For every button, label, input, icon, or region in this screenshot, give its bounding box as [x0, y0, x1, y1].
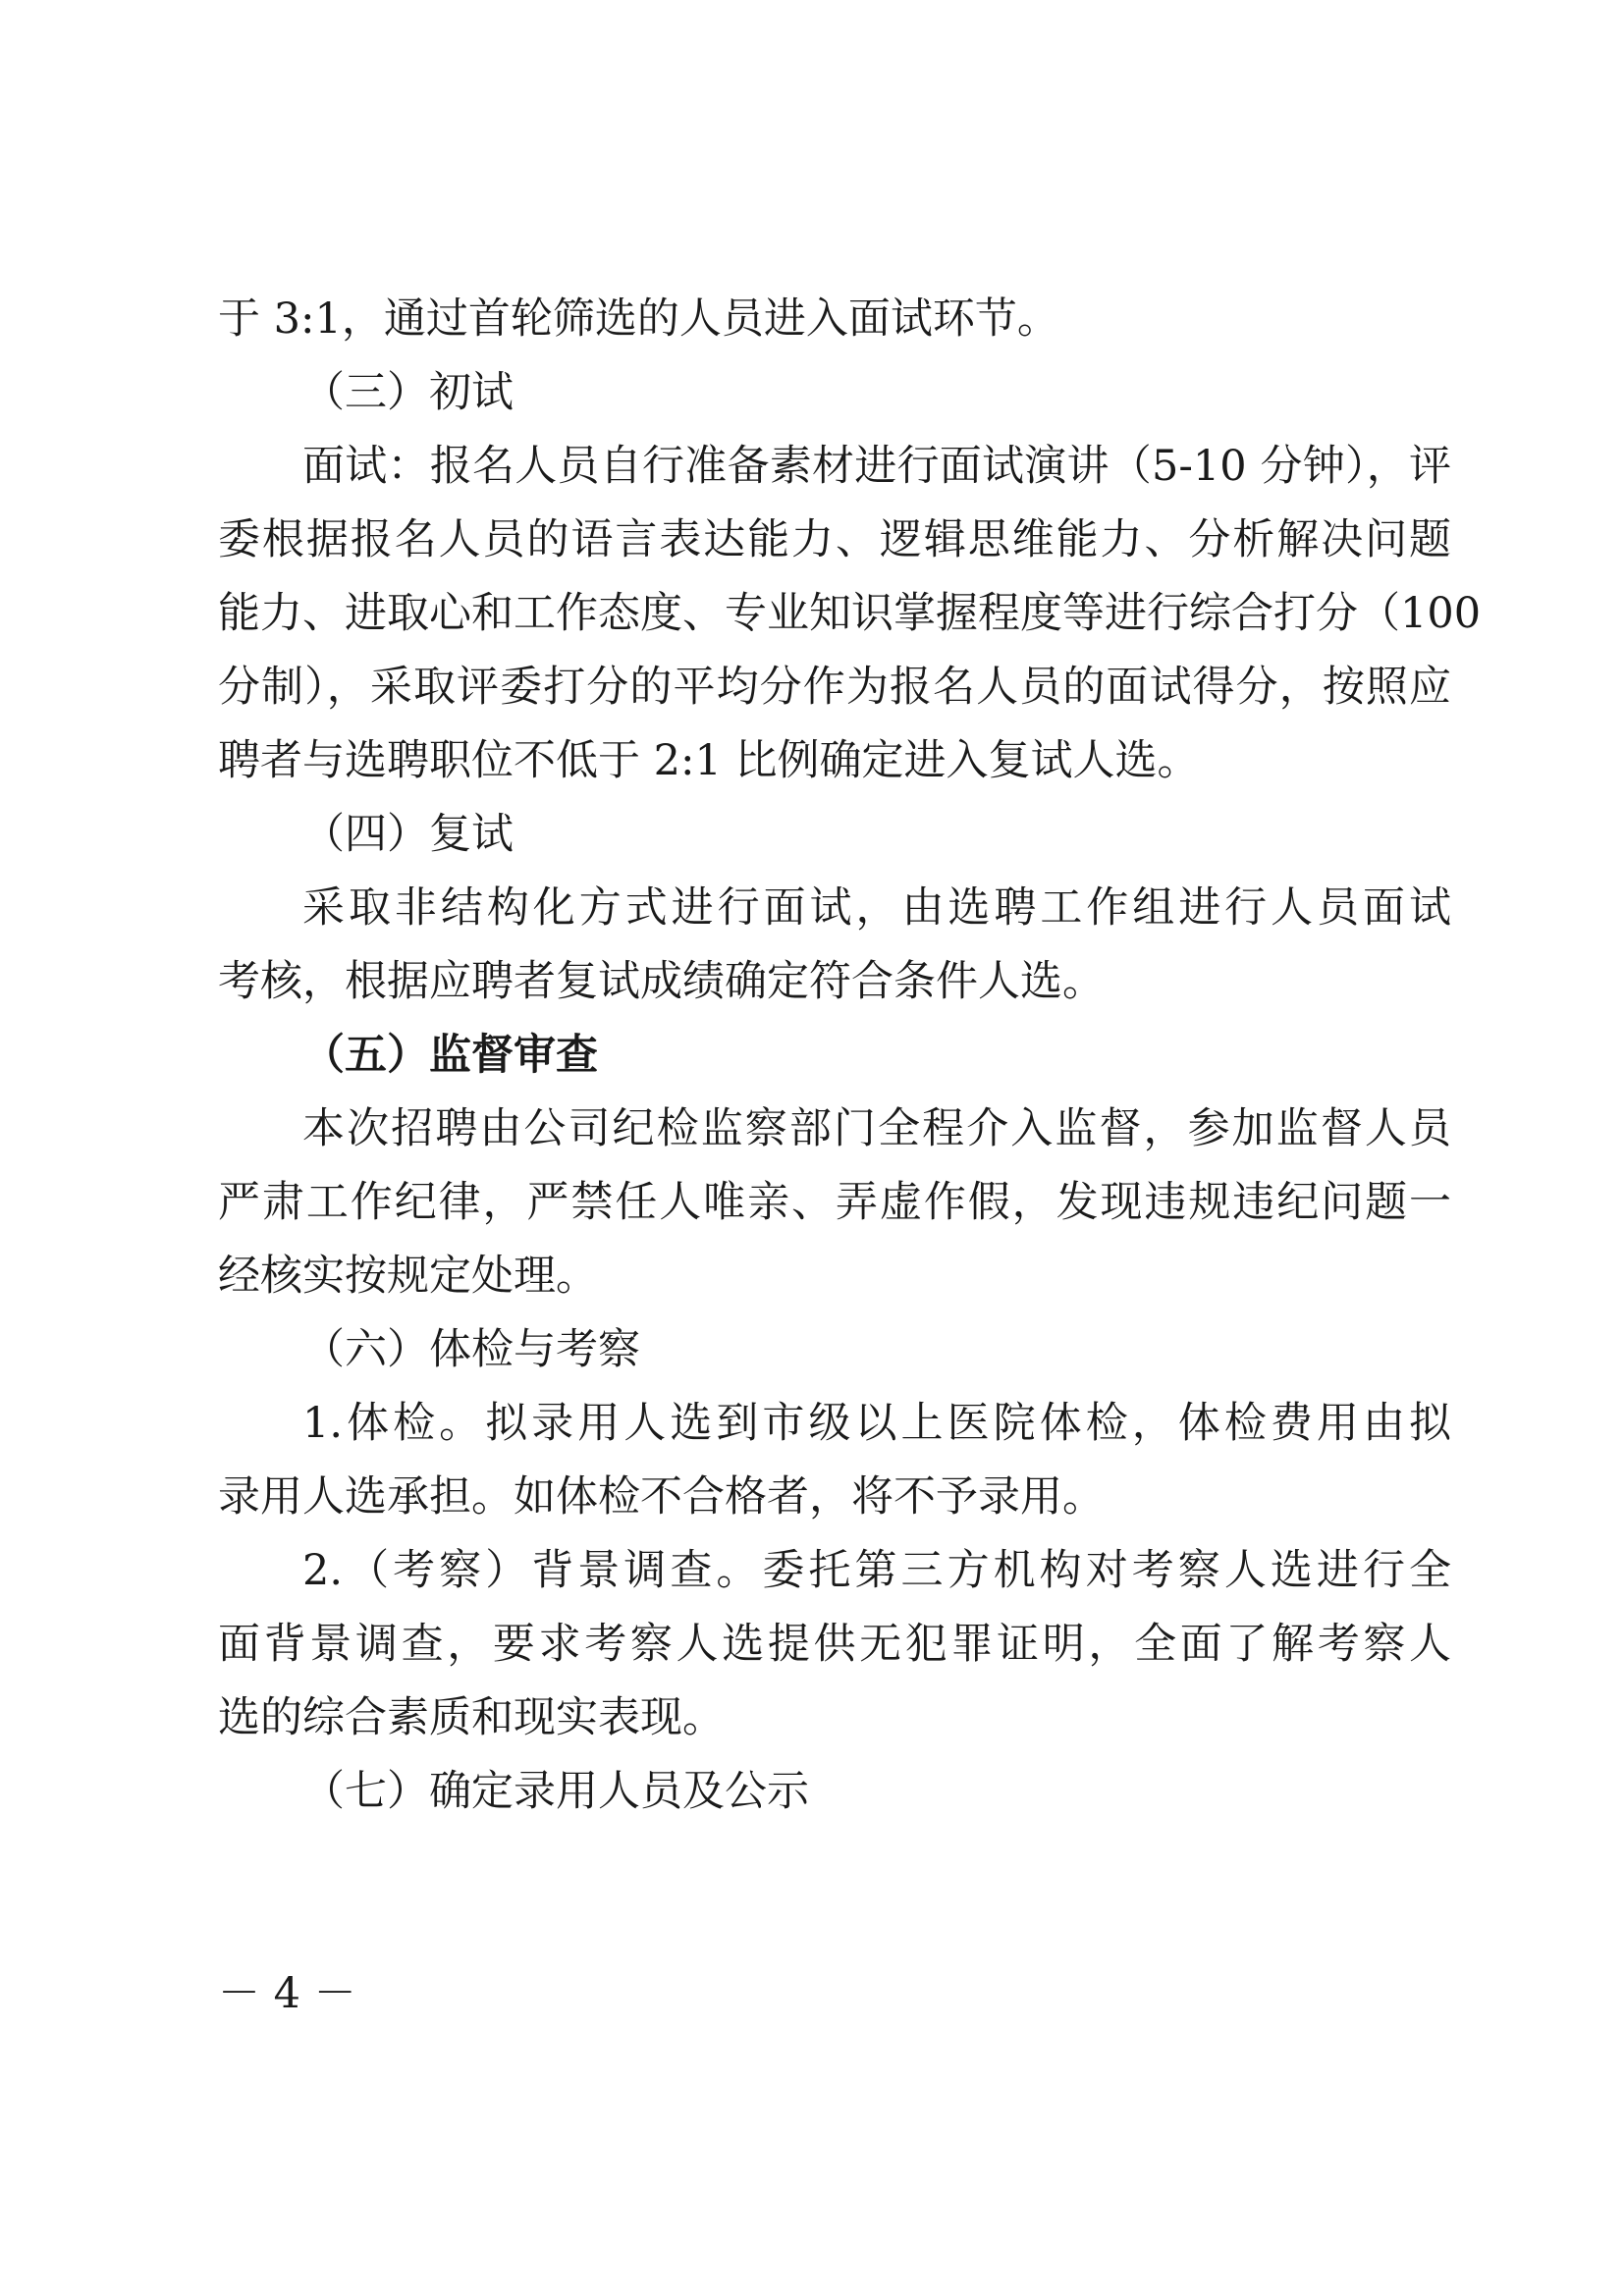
section-heading-7: （七）确定录用人员及公示 — [302, 1767, 809, 1816]
section-heading-5: （五）监督审查 — [302, 1031, 598, 1080]
paragraph-line: 录用人选承担。如体检不合格者，将不予录用。 — [218, 1472, 1105, 1522]
paragraph-line: 1.体检。拟录用人选到市级以上医院体检，体检费用由拟 — [302, 1399, 1451, 1448]
page-number: － 4 － — [218, 1969, 356, 2018]
paragraph-line: 2.（考察）背景调查。委托第三方机构对考察人选进行全 — [302, 1546, 1451, 1595]
paragraph-line: 采取非结构化方式进行面试，由选聘工作组进行人员面试 — [302, 883, 1451, 933]
paragraph-line: 面背景调查，要求考察人选提供无犯罪证明，全面了解考察人 — [218, 1620, 1451, 1669]
paragraph-line: 聘者与选聘职位不低于 2:1 比例确定进入复试人选。 — [218, 736, 1200, 785]
section-heading-3: （三）初试 — [302, 368, 514, 417]
paragraph-line: 选的综合素质和现实表现。 — [218, 1693, 725, 1742]
section-heading-4: （四）复试 — [302, 810, 514, 859]
paragraph-line: 严肃工作纪律，严禁任人唯亲、弄虚作假，发现违规违纪问题一 — [218, 1178, 1451, 1227]
section-heading-6: （六）体检与考察 — [302, 1325, 640, 1374]
paragraph-line: 分制），采取评委打分的平均分作为报名人员的面试得分，按照应 — [218, 663, 1451, 712]
paragraph-line: 本次招聘由公司纪检监察部门全程介入监督，参加监督人员 — [302, 1104, 1451, 1153]
paragraph-line: 考核，根据应聘者复试成绩确定符合条件人选。 — [218, 957, 1105, 1006]
paragraph-line: 经核实按规定处理。 — [218, 1252, 598, 1301]
paragraph-line: 委根据报名人员的语言表达能力、逻辑思维能力、分析解决问题 — [218, 515, 1451, 564]
paragraph-line: 能力、进取心和工作态度、专业知识掌握程度等进行综合打分（100 — [218, 589, 1482, 638]
paragraph-line: 面试：报名人员自行准备素材进行面试演讲（5-10 分钟），评 — [302, 442, 1451, 491]
paragraph-line: 于 3:1，通过首轮筛选的人员进入面试环节。 — [218, 294, 1059, 344]
